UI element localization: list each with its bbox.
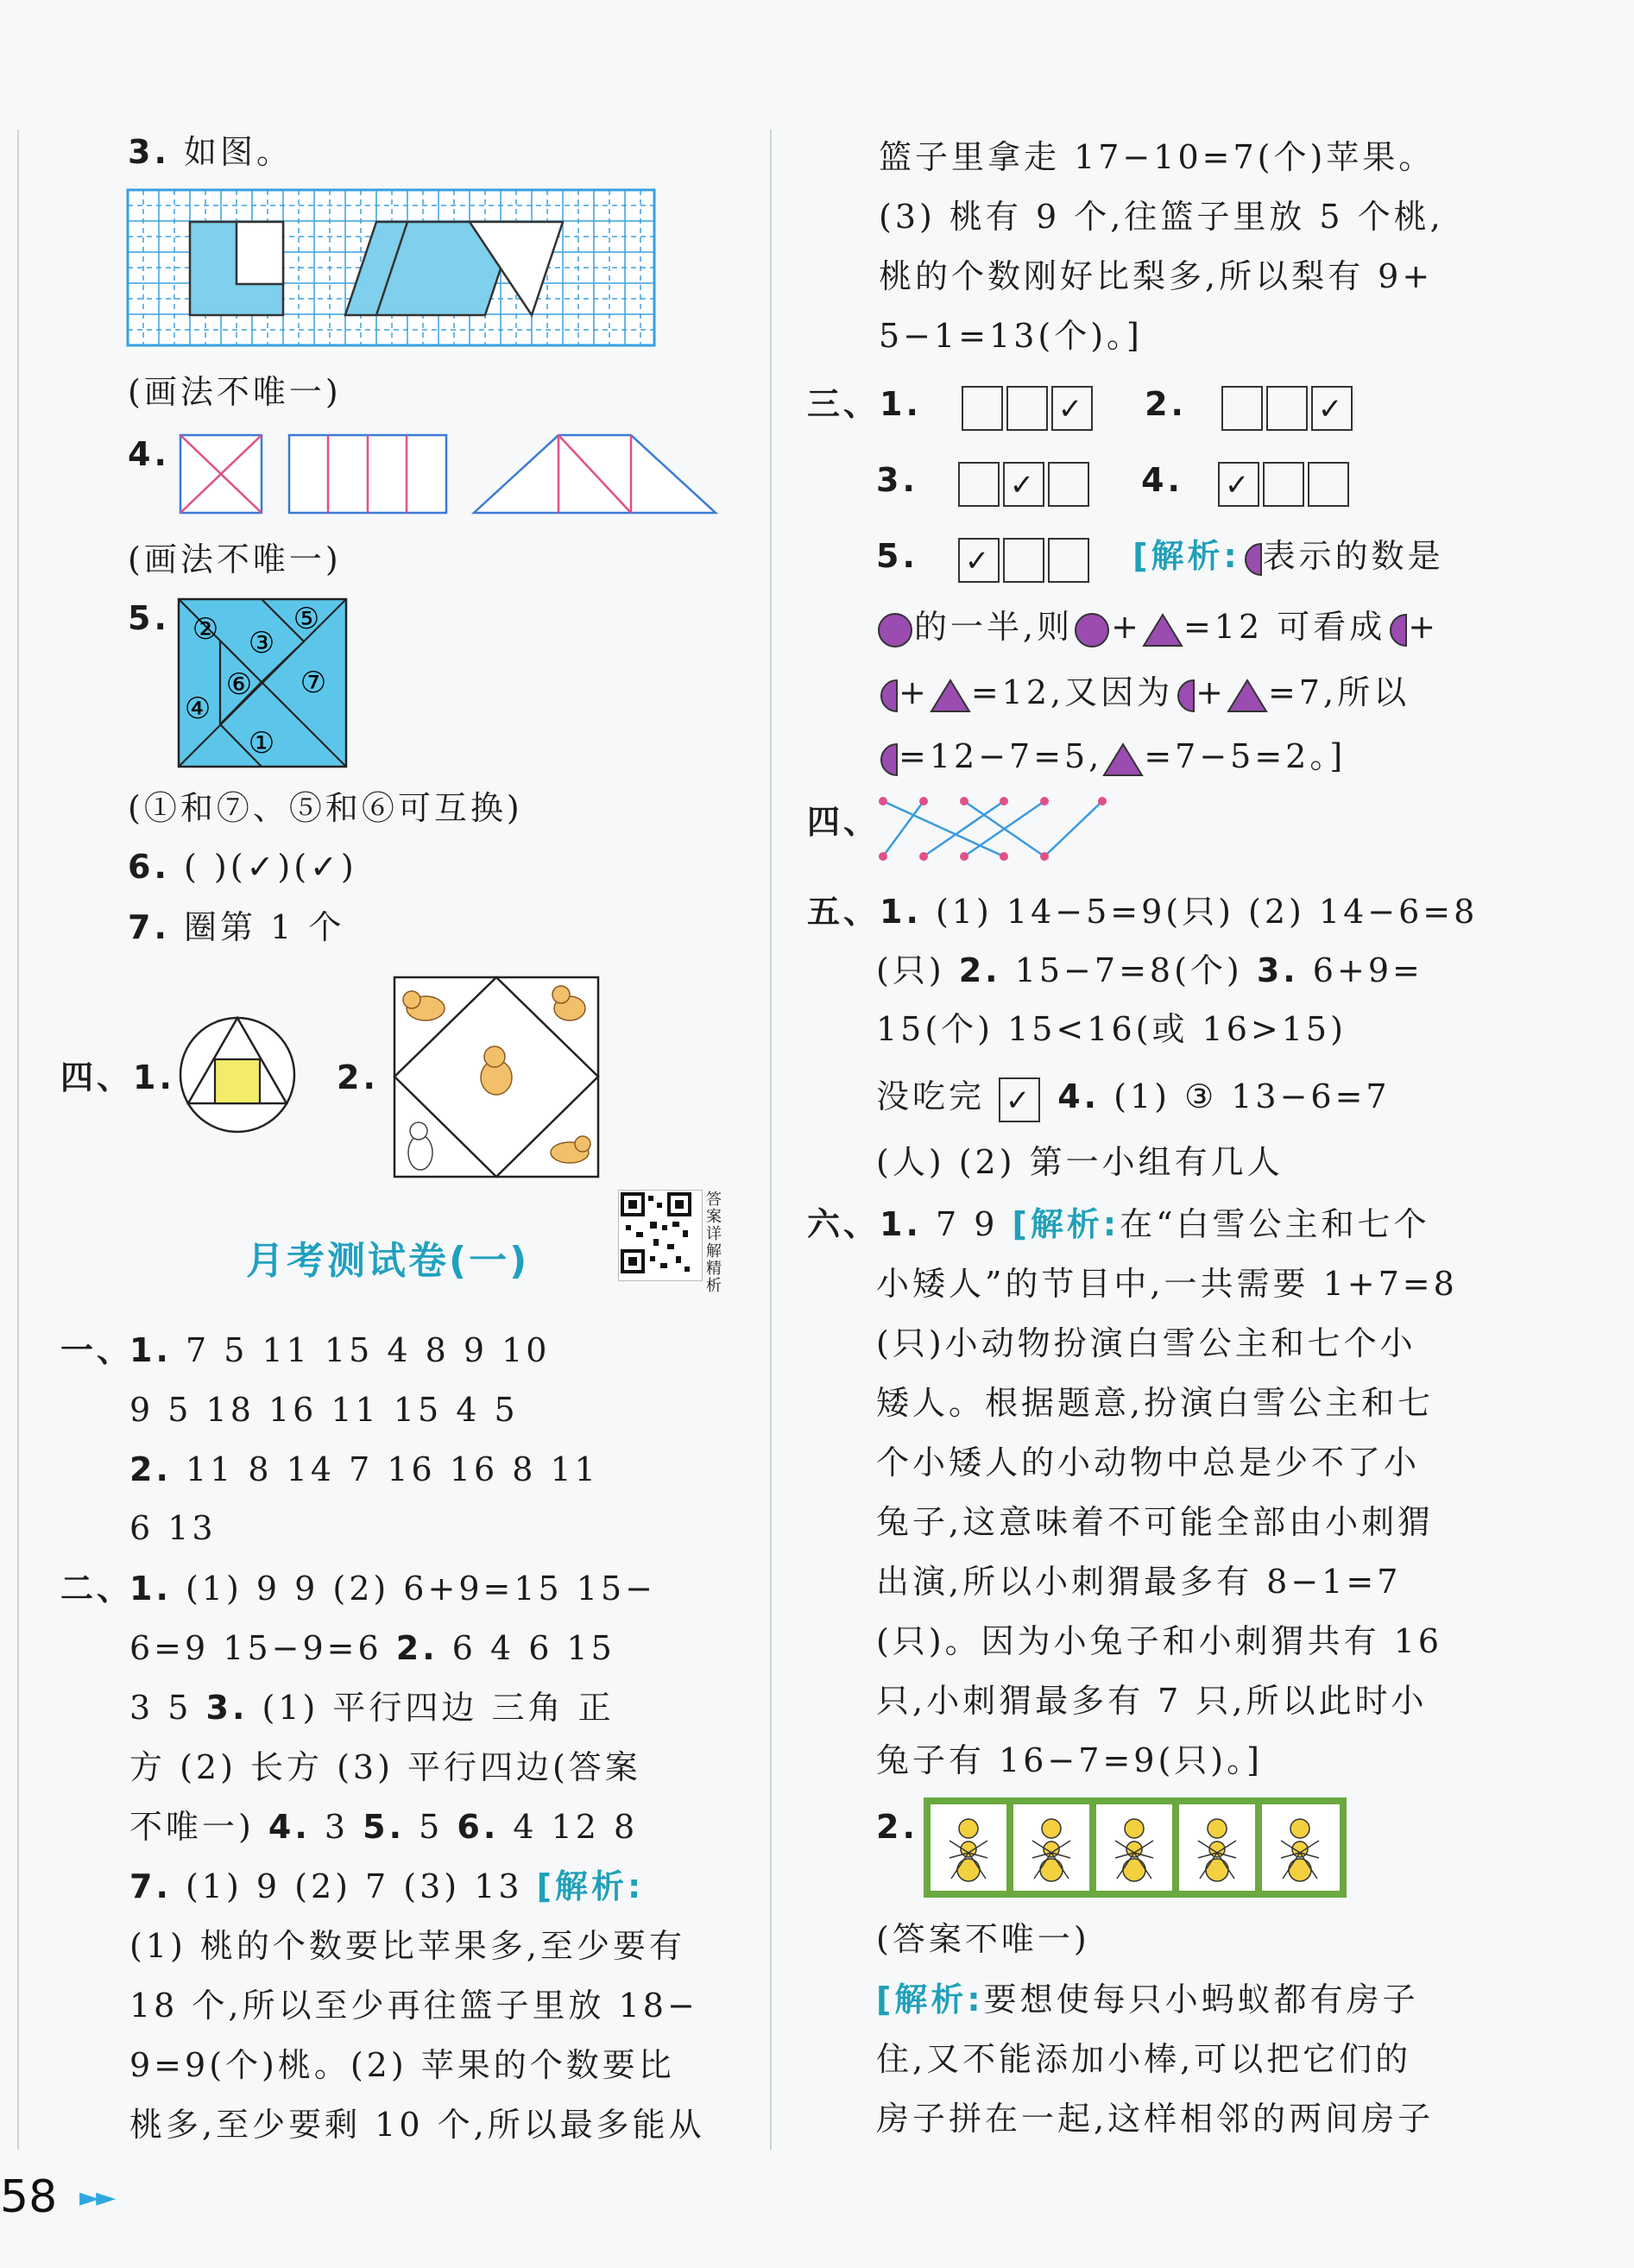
s3-q1-boxes bbox=[962, 383, 1096, 432]
s3-row1: 三、1. ✓ 2. ✓ bbox=[807, 382, 1356, 431]
qr-code-icon bbox=[619, 1191, 702, 1280]
qr-code[interactable] bbox=[618, 1190, 703, 1281]
tangram-piece-7: ⑦ bbox=[300, 666, 327, 700]
answer-box bbox=[958, 462, 1000, 507]
tangram-piece-4: ④ bbox=[184, 692, 211, 726]
answer-box-checked: ✓ bbox=[1311, 386, 1353, 431]
s3-q5-boxes bbox=[958, 535, 1093, 584]
q3-note: (画法不唯一) bbox=[128, 373, 342, 411]
column-divider bbox=[770, 130, 772, 2150]
s6-line6: 兔子,这意味着不可能全部由小刺猬 bbox=[876, 1503, 1435, 1541]
s1-q1-row2: 9 5 18 16 11 15 4 5 bbox=[129, 1391, 519, 1429]
page-number: 58 bbox=[0, 2171, 58, 2223]
q5-tangram bbox=[177, 597, 350, 770]
s3-q4-boxes bbox=[1218, 459, 1353, 508]
tangram-piece-2: ② bbox=[192, 612, 219, 647]
answer-box bbox=[1006, 386, 1048, 431]
q5-label: 5. bbox=[128, 599, 170, 637]
triangle-icon bbox=[1142, 611, 1183, 649]
answer-box bbox=[1266, 386, 1308, 431]
s2-label: 二、 bbox=[60, 1570, 134, 1608]
answer-box-checked: ✓ bbox=[999, 1077, 1040, 1122]
half-circle-icon bbox=[1173, 679, 1196, 713]
answer-box bbox=[1048, 462, 1089, 507]
r-line2: (3) 桃有 9 个,往篮子里放 5 个桃, bbox=[879, 198, 1444, 236]
tangram-piece-5: ⑤ bbox=[293, 602, 320, 636]
q4-figures bbox=[177, 432, 721, 518]
s6-q2-note: (答案不唯一) bbox=[876, 1920, 1090, 1958]
s6-line8: (只)。因为小兔子和小刺猬共有 16 bbox=[876, 1622, 1443, 1660]
s2-line10: 桃多,至少要剩 10 个,所以最多能从 bbox=[129, 2106, 705, 2144]
s2-line3: 3 5 3. (1) 平行四边 三角 正 bbox=[129, 1689, 615, 1727]
answer-box bbox=[1263, 462, 1304, 507]
answer-box-checked: ✓ bbox=[1051, 386, 1093, 431]
r-line3: 桃的个数刚好比梨多,所以梨有 9+ bbox=[879, 257, 1434, 295]
s1-q2-row2: 6 13 bbox=[129, 1509, 217, 1547]
s5-line5: (人) (2) 第一小组有几人 bbox=[876, 1143, 1284, 1181]
s6-q2-tail2: 住,又不能添加小棒,可以把它们的 bbox=[876, 2040, 1412, 2078]
q3-grid-figure bbox=[128, 190, 654, 350]
r-line1: 篮子里拿走 17−10=7(个)苹果。 bbox=[879, 138, 1435, 176]
q3-text: 如图。 bbox=[183, 133, 293, 171]
answer-box bbox=[1221, 386, 1263, 431]
s6-q2-tail3: 房子拼在一起,这样相邻的两间房子 bbox=[876, 2100, 1435, 2138]
answer-box bbox=[962, 386, 1003, 431]
s3-q3-boxes bbox=[958, 459, 1093, 508]
s2-line9: 9=9(个)桃。(2) 苹果的个数要比 bbox=[129, 2046, 675, 2084]
tangram-piece-6: ⑥ bbox=[225, 667, 253, 702]
s2-line2: 6=9 15−9=6 2. 6 4 6 15 bbox=[129, 1629, 615, 1667]
s3-row3: 5. ✓ [解析: 表示的数是 bbox=[876, 534, 1444, 583]
s5-line2: (只) 2. 15−7=8(个) 3. 6+9= bbox=[876, 951, 1423, 989]
s3-q2-boxes bbox=[1221, 383, 1356, 432]
s6-line1: 六、1. 7 9 [解析:在“白雪公主和七个 bbox=[807, 1205, 1430, 1243]
s5-line1: 五、1. (1) 14−5=9(只) (2) 14−6=8 bbox=[807, 893, 1479, 931]
tangram-piece-1: ① bbox=[248, 726, 275, 761]
s5-line3: 15(个) 15<16(或 16>15) bbox=[876, 1010, 1347, 1048]
s2-line6: 7. (1) 9 (2) 7 (3) 13 [解析: bbox=[129, 1867, 645, 1905]
s6-q2-tail1: [解析:要想使每只小蚂蚁都有房子 bbox=[876, 1981, 1419, 2018]
half-circle-icon bbox=[1240, 542, 1263, 577]
q7-line: 7. 圈第 1 个 bbox=[128, 908, 345, 946]
tangram-piece-3: ③ bbox=[248, 626, 275, 660]
answer-box-checked: ✓ bbox=[1218, 462, 1259, 507]
s6-line10: 兔子有 16−7=9(只)。] bbox=[876, 1741, 1263, 1779]
s1-q1-row1: 1. 7 5 11 15 4 8 9 10 bbox=[129, 1331, 551, 1369]
s6-line2: 小矮人”的节目中,一共需要 1+7=8 bbox=[876, 1265, 1458, 1303]
s4-right-label: 四、 bbox=[807, 803, 880, 841]
s6-q2-label: 2. bbox=[876, 1808, 918, 1846]
s6-line3: (只)小动物扮演白雪公主和七个小 bbox=[876, 1324, 1416, 1362]
q4-label: 4. bbox=[128, 435, 170, 473]
s2-line4: 方 (2) 长方 (3) 平行四边(答案 bbox=[129, 1748, 641, 1786]
s2-line7: (1) 桃的个数要比苹果多,至少要有 bbox=[129, 1927, 685, 1965]
triangle-icon bbox=[1227, 677, 1268, 715]
ant-houses-figure bbox=[924, 1797, 1347, 1899]
s3-q5-line3: + =12,又因为 + =7,所以 bbox=[876, 670, 1410, 715]
s2-line1: 1. (1) 9 9 (2) 6+9=15 15− bbox=[129, 1570, 656, 1608]
s3-q5-line2: 的一半,则 + =12 可看成 + bbox=[876, 604, 1439, 649]
s2-line8: 18 个,所以至少再往篮子里放 18− bbox=[129, 1987, 698, 2025]
answer-box-checked: ✓ bbox=[1003, 462, 1044, 507]
s6-line7: 出演,所以小刺猬最多有 8−1=7 bbox=[876, 1563, 1402, 1601]
q5-note: (①和⑦、⑤和⑥可互换) bbox=[128, 789, 523, 827]
half-circle-icon bbox=[1385, 613, 1408, 648]
dogs-square-figure bbox=[393, 976, 600, 1178]
r-line4: 5−1=13(个)。] bbox=[879, 317, 1143, 355]
circle-icon bbox=[1073, 611, 1111, 649]
s4-2-label: 2. bbox=[337, 1058, 379, 1096]
q4-note: (画法不唯一) bbox=[128, 540, 342, 578]
triangle-icon bbox=[930, 677, 971, 715]
matching-lines-figure bbox=[876, 794, 1118, 863]
s6-line4: 矮人。根据题意,扮演白雪公主和七 bbox=[876, 1384, 1435, 1422]
answer-box bbox=[1308, 462, 1349, 507]
qr-caption: 答案详解精析 bbox=[706, 1191, 722, 1295]
triangle-icon bbox=[1102, 741, 1144, 779]
half-circle-icon bbox=[876, 742, 899, 777]
s2-line5: 不唯一) 4. 3 5. 5 6. 4 12 8 bbox=[129, 1808, 639, 1846]
half-circle-icon bbox=[876, 679, 899, 713]
s1-q2-row1: 2. 11 8 14 7 16 16 8 11 bbox=[129, 1450, 599, 1488]
s3-row2: 3. ✓ 4. ✓ bbox=[876, 458, 1353, 507]
section-title: 月考测试卷(一) bbox=[246, 1239, 530, 1283]
answer-box bbox=[1003, 538, 1044, 583]
s6-line5: 个小矮人的小动物中总是少不了小 bbox=[876, 1444, 1421, 1481]
s4-label: 四、1. bbox=[60, 1058, 175, 1096]
page-arrows-icon: ►► bbox=[79, 2183, 113, 2213]
left-margin-rule bbox=[17, 130, 19, 2150]
q6-line: 6. ( )(✓)(✓) bbox=[128, 848, 357, 886]
circle-triangle-square-figure bbox=[177, 1014, 298, 1135]
q3-label: 3. bbox=[128, 133, 170, 171]
answer-box bbox=[1048, 538, 1089, 583]
circle-icon bbox=[876, 611, 914, 649]
answer-box-checked: ✓ bbox=[958, 538, 1000, 583]
q3-line bbox=[128, 130, 293, 174]
s5-line4: 没吃完 ✓ 4. (1) ③ 13−6=7 bbox=[876, 1074, 1391, 1122]
s1-label: 一、 bbox=[60, 1331, 134, 1369]
s6-line9: 只,小刺猬最多有 7 只,所以此时小 bbox=[876, 1682, 1428, 1720]
s3-q5-line4: =12−7=5, =7−5=2。] bbox=[876, 734, 1346, 779]
